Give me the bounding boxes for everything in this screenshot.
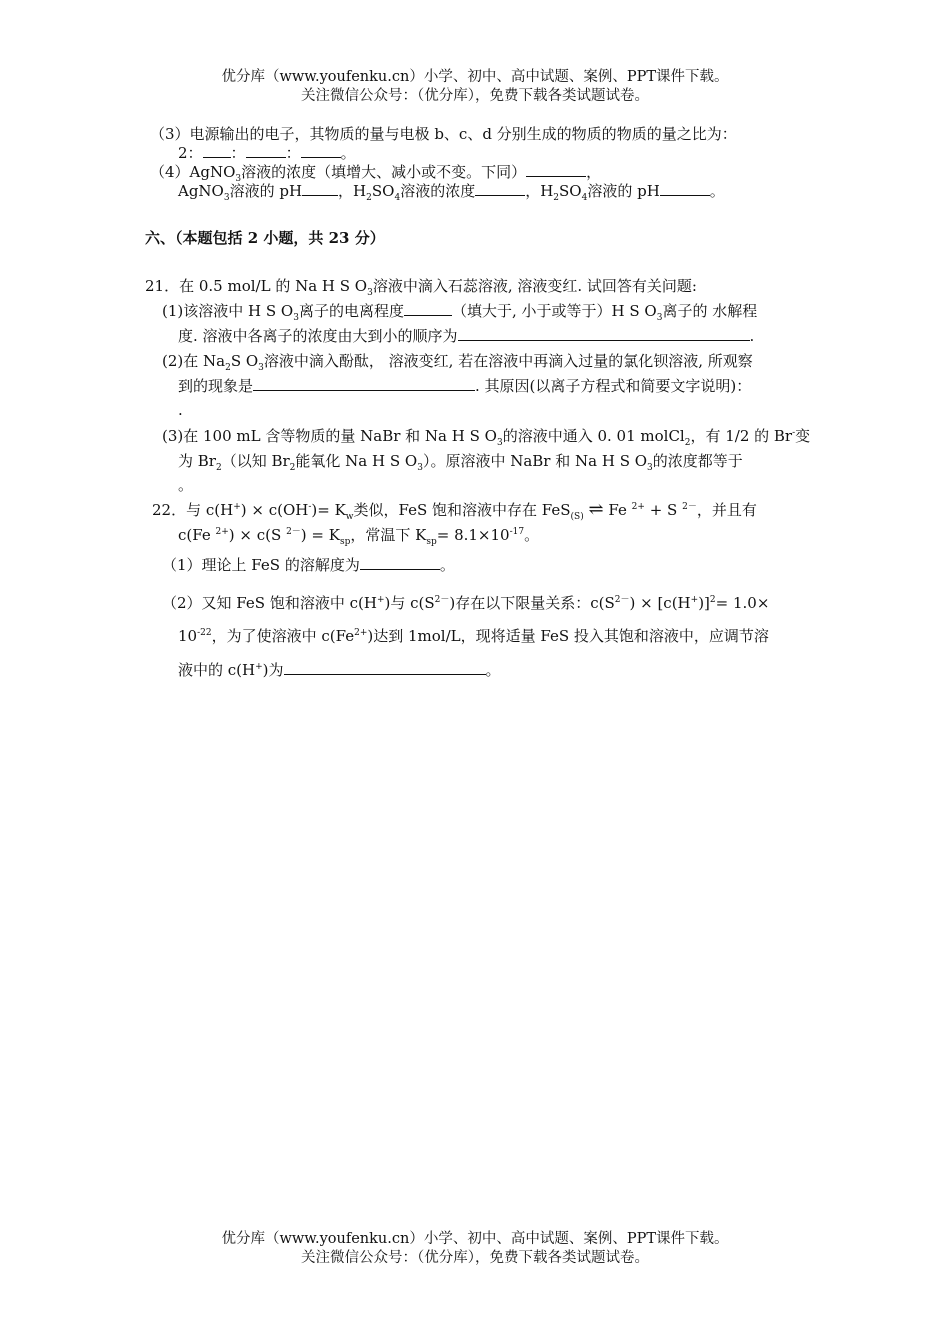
section-title: 六、（本题包括 2 小题，共 23 分）	[145, 229, 385, 247]
q21-part2-line1: (2)在 $Na_2S$ $O_3$溶液中滴入酚酞， 溶液变红, 若在溶液中再滴入过量的氯化钡溶液, 所观察	[162, 352, 753, 373]
blank[interactable]	[253, 376, 475, 391]
q21-part3-line2: 为 $Br_2$（以知 $Br_2$能氧化 Na H S $O_3$）。原溶液中 NaBr 和 Na H S $O_3$的浓度都等于	[178, 452, 743, 473]
q20-part3-ratio: 2： ： ： 。	[178, 144, 356, 162]
q20-part4-line2: AgNO$_3$溶液的 pH ，$H_2SO_4$溶液的浓度 ，$H_2SO_4$溶液的 pH 。	[178, 182, 725, 203]
q21-part3-line1: (3)在 100 mL 含等物质的量 NaBr 和 Na H S $O_3$的溶液中通入 0. 01 molCl$_2$，有 1/2 的 Br-变	[162, 427, 811, 448]
page-footer	[0, 1230, 950, 1268]
blank[interactable]	[660, 181, 710, 196]
q22-part2-line1: （2）又知 FeS 饱和溶液中 c(H+)与 $c(S^{2-})$存在以下限量关系：$c(S^{2-}) \times [c(H^+)]^2= 1.0\times$	[162, 594, 770, 612]
footer-line-1: 优分库（www.youfenku.cn）小学、初中、高中试题、案例、PPT课件下载。	[221, 1231, 729, 1247]
blank[interactable]	[526, 162, 586, 177]
blank[interactable]	[246, 143, 286, 158]
header-line-1: 优分库（www.youfenku.cn）小学、初中、高中试题、案例、PPT课件下载。	[221, 69, 729, 85]
blank[interactable]	[302, 181, 338, 196]
blank[interactable]	[284, 660, 486, 675]
q22-intro-line1: 22．与 $c(H^+) \times c(OH^-)= K_w$类似，FeS 饱和溶液中存在 FeS$_{(S)}$ ⇌ Fe $^{2+}$ + S $^{2-}$，并且有	[152, 499, 757, 522]
blank[interactable]	[475, 181, 525, 196]
q21-part3-line3: 。	[178, 476, 194, 494]
q20-part3: （3）电源输出的电子，其物质的量与电极 b、c、d 分别生成的物质的物质的量之比为：	[150, 125, 737, 143]
q22-intro-line2: c(Fe $^{2+}$) × c(S $^{2-}) = K_{sp}$，常温下 $K_{sp}= 8.1\times 10^{-17}$。	[178, 526, 540, 547]
header-line-2: 关注微信公众号：（优分库），免费下载各类试题试卷。	[301, 88, 649, 104]
page-header	[0, 68, 950, 106]
footer-line-2: 关注微信公众号：（优分库），免费下载各类试题试卷。	[301, 1250, 649, 1266]
q21-part2-line3: .	[178, 401, 183, 419]
q21-part2-line2: 到的现象是 . 其原因(以离子方程式和简要文字说明)：	[178, 377, 752, 395]
q21-part1-line2: 度. 溶液中各离子的浓度由大到小的顺序为 .	[178, 327, 755, 345]
blank[interactable]	[458, 326, 750, 341]
blank[interactable]	[301, 143, 341, 158]
q21-intro: 21．在 0.5 mol/L 的 Na H S $O_3$溶液中滴入石蕊溶液, 溶液变红. 试回答有关问题:	[145, 277, 697, 298]
equilibrium-arrow: ⇌	[588, 499, 604, 520]
blank[interactable]	[360, 555, 440, 570]
q22-part1: （1）理论上 FeS 的溶解度为 。	[162, 556, 455, 574]
q20-part4-line1: （4）AgNO$_3$溶液的浓度（填增大、减小或不变。下同） ，	[150, 163, 602, 184]
q21-part1-line1: (1)该溶液中 H S $O_3$离子的电离程度 （填大于, 小于或等于）H S $O_3$离子的 水解程	[162, 302, 758, 323]
blank[interactable]	[404, 301, 452, 316]
q22-part2-line2: $10^{-22}$，为了使溶液中 $c(Fe^{2+})$达到 1mol/L，现将适量 FeS 投入其饱和溶液中，应调节溶	[178, 627, 769, 645]
blank[interactable]	[203, 143, 231, 158]
q22-part2-line3: 液中的 c(H+)为 。	[178, 661, 501, 679]
